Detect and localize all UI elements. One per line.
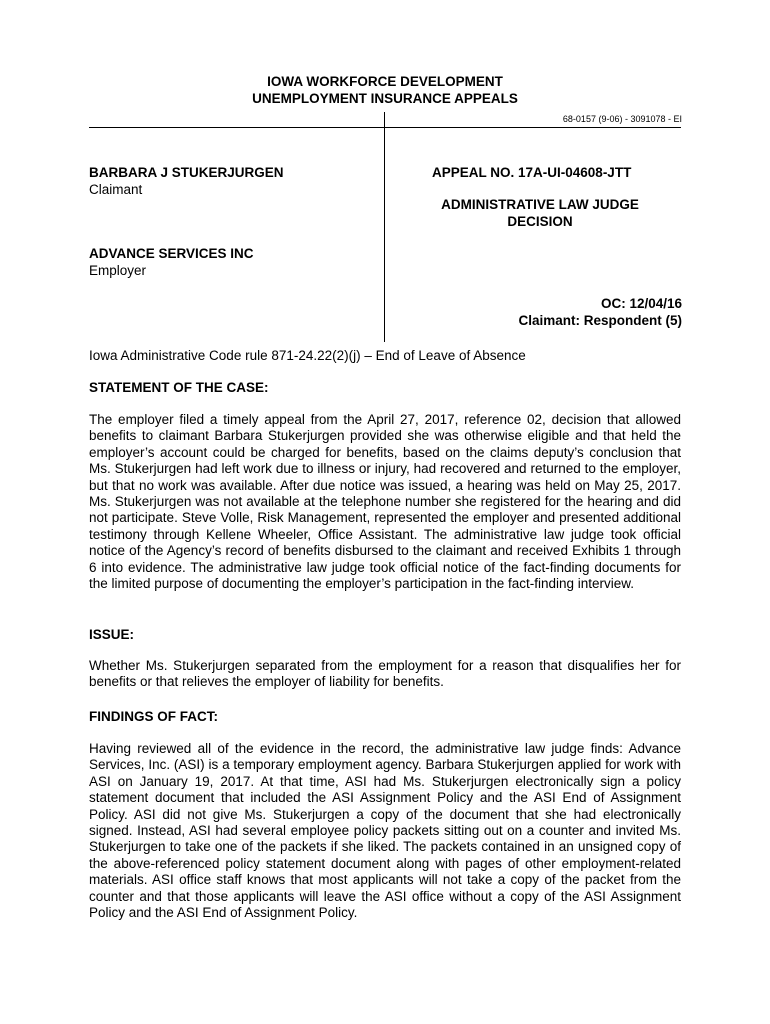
form-number: 68-0157 (9-06) - 3091078 - EI (562, 114, 682, 124)
employer-role: Employer (89, 263, 147, 278)
decision-title-line2: DECISION (507, 214, 573, 229)
claimant-block (89, 164, 379, 198)
rule-citation: Iowa Administrative Code rule 871-24.22(2)(j) – End of Leave of Absence (89, 348, 526, 363)
claimant-role: Claimant (89, 182, 143, 197)
header-divider-horizontal (89, 127, 681, 128)
decision-title (420, 196, 660, 230)
findings-heading: FINDINGS OF FACT: (89, 709, 218, 724)
employer-name: ADVANCE SERVICES INC (89, 246, 254, 261)
statement-text: The employer filed a timely appeal from the April 27, 2017, reference 02, decision that allowed benefits to claimant Barbara Stukerjurgen provided she was otherwise eligible and that held the employer’s account could be charged for benefits, based on the claims deputy’s conclusion that Ms. Stukerjurgen had left work due to illness or injury, had recovered and returned to the employer, but that no work was available. After due notice was issued, a hearing was held on May 25, 2017. Ms. Stukerjurgen was not available at the telephone number she registered for the hearing and did not participate. Steve Volle, Risk Management, represented the employer and presented additional testimony through Kellene Wheeler, Office Assistant. The administrative law judge took official notice of the Agency’s record of benefits disbursed to the claimant and received Exhibits 1 through 6 into evidence. The administrative law judge took official notice of the fact-finding documents for the limited purpose of documenting the employer’s participation in the fact-finding interview. (89, 412, 681, 592)
agency-header (0, 73, 770, 107)
employer-block (89, 245, 379, 279)
agency-division: UNEMPLOYMENT INSURANCE APPEALS (252, 91, 518, 106)
agency-name: IOWA WORKFORCE DEVELOPMENT (267, 74, 503, 89)
oc-block (518, 295, 682, 329)
claimant-name: BARBARA J STUKERJURGEN (89, 165, 284, 180)
statement-heading: STATEMENT OF THE CASE: (89, 380, 269, 395)
claimant-status: Claimant: Respondent (5) (518, 313, 682, 328)
findings-text: Having reviewed all of the evidence in the record, the administrative law judge finds: Advance Services, Inc. (ASI) is a temporary employment agency. Barbara Stukerjurgen applied for work with ASI on January 19, 2017. At that time, ASI had Ms. Stukerjurgen electronically sign a policy statement document that included the ASI Assignment Policy and the ASI End of Assignment Policy. ASI did not give Ms. Stukerjurgen a copy of the document that she had electronically signed. Instead, ASI had several employee policy packets sitting out on a counter and invited Ms. Stukerjurgen to take one of the packets if she liked. The packets contained in an unsigned copy of the above-referenced policy statement document along with pages of other employment-related materials. ASI office staff knows that most applicants will not take a copy of the packet from the counter and that those applicants will leave the ASI office without a copy of the ASI Assignment Policy and the ASI End of Assignment Policy. (89, 741, 681, 921)
appeal-number: APPEAL NO. 17A-UI-04608-JTT (432, 165, 632, 180)
decision-title-line1: ADMINISTRATIVE LAW JUDGE (441, 197, 639, 212)
header-divider-vertical (384, 112, 385, 342)
issue-heading: ISSUE: (89, 627, 135, 642)
issue-text: Whether Ms. Stukerjurgen separated from the employment for a reason that disqualifies her for benefits or that relieves the employer of liability for benefits. (89, 658, 681, 690)
oc-date: OC: 12/04/16 (600, 296, 682, 311)
